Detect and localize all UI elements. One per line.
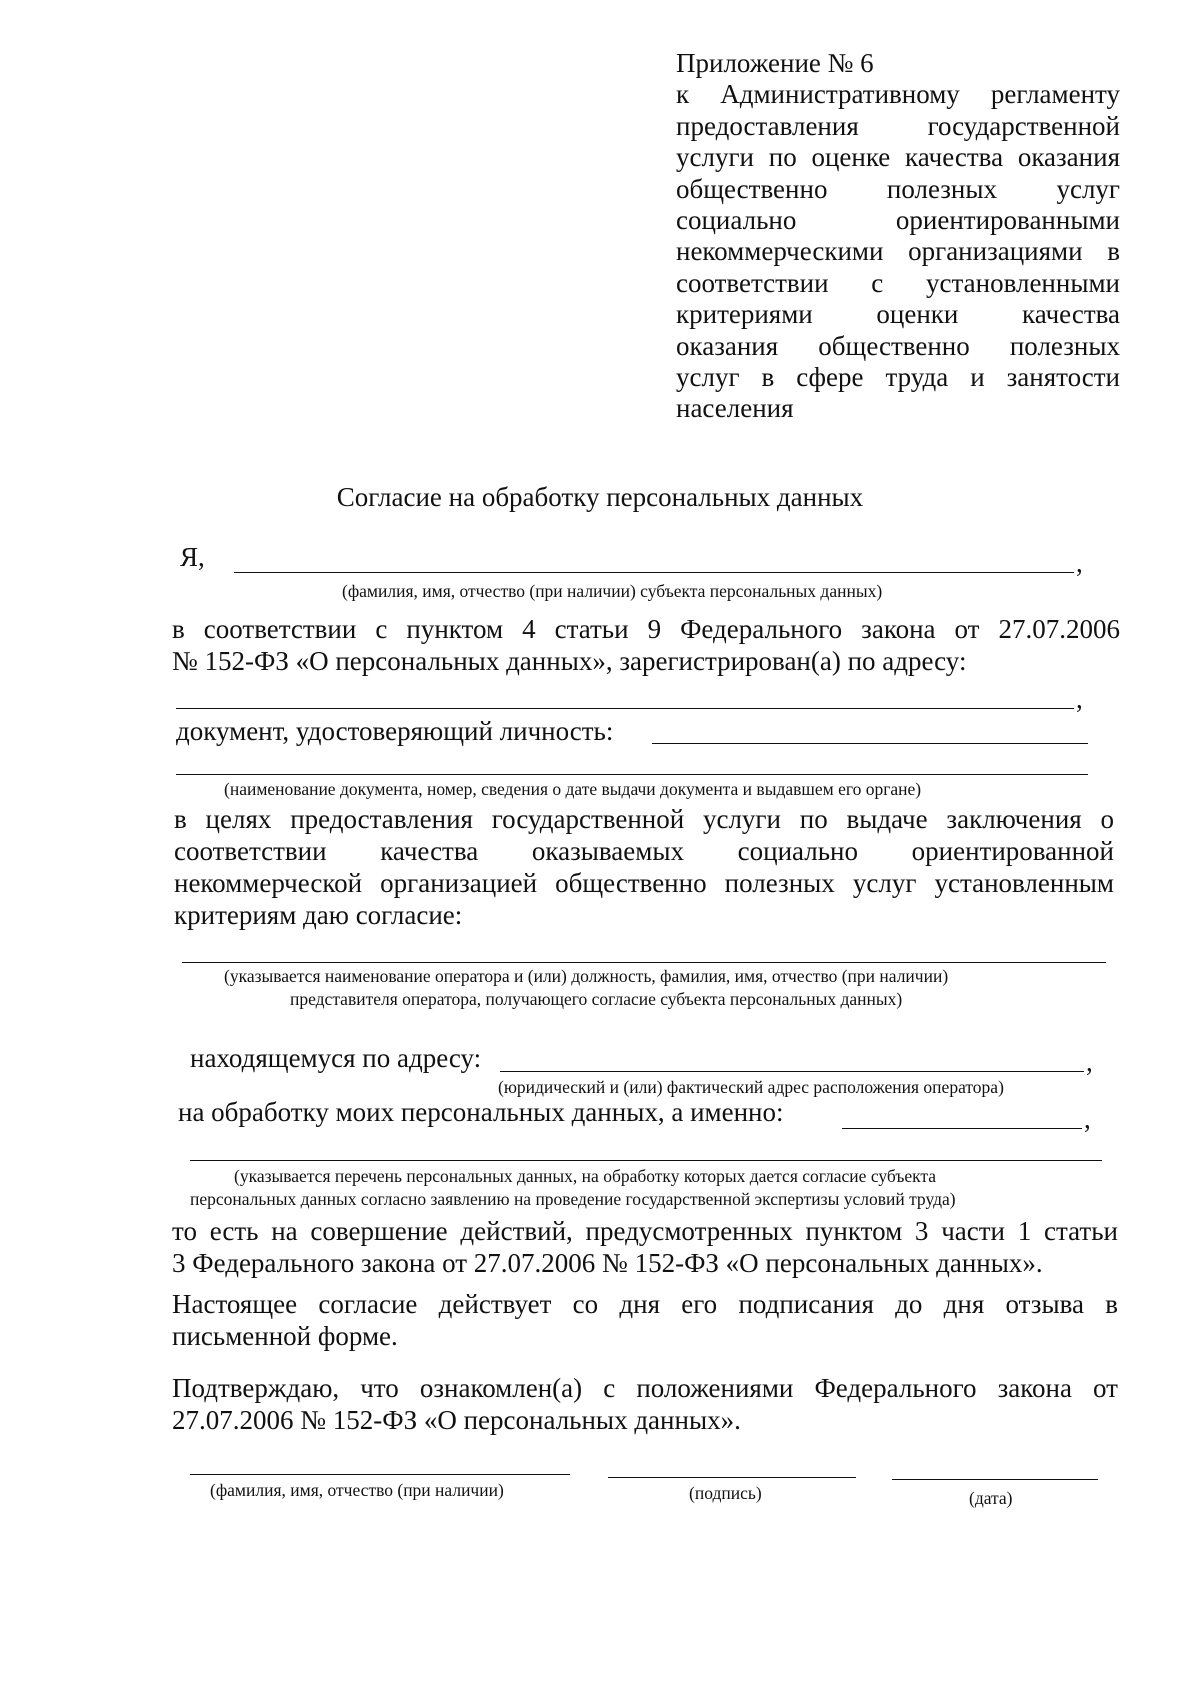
identity-document-caption: (наименование документа, номер, сведения о дате выдачи документа и выдавшем его органе) [224, 779, 922, 799]
legal-basis-line: № 152-ФЗ «О персональных данных», зарегистрирован(а) по адресу: [172, 646, 967, 676]
operator-address-label: находящемуся по адресу: [190, 1043, 482, 1073]
appendix-line: критериями оценки качества [676, 299, 1120, 330]
legal-basis-line: в соответствии с пунктом 4 статьи 9 Федерального закона от 27.07.2006 [172, 614, 1120, 644]
validity-paragraph [172, 1288, 1118, 1352]
date-field[interactable] [892, 1479, 1098, 1480]
data-scope-field[interactable] [842, 1128, 1082, 1129]
data-scope-suffix: , [1084, 1104, 1091, 1134]
operator-caption-line: (указывается наименование оператора и (или) должность, фамилия, имя, отчество (при наличии) [224, 966, 949, 986]
address-suffix: , [1076, 684, 1083, 714]
data-scope-field-2[interactable] [190, 1160, 1102, 1161]
operator-field[interactable] [182, 962, 1106, 963]
appendix-line: предоставления государственной [676, 110, 1120, 141]
appendix-line: к Административному регламенту [676, 79, 1120, 110]
appendix-line: социально ориентированными [676, 204, 1120, 235]
purpose-line: в целях предоставления государственной услуги по выдаче заключения о [174, 804, 1114, 834]
actions-line: 3 Федерального закона от 27.07.2006 № 152-ФЗ «О персональных данных». [172, 1248, 1043, 1278]
acknowledgement-paragraph [172, 1372, 1118, 1436]
subject-caption: (фамилия, имя, отчество (при наличии) субъекта персональных данных) [342, 581, 883, 601]
validity-line: письменной форме. [172, 1321, 398, 1351]
subject-suffix: , [1076, 548, 1083, 578]
actions-paragraph [172, 1215, 1118, 1279]
acknowledgement-line: 27.07.2006 № 152-ФЗ «О персональных данных». [172, 1405, 741, 1435]
operator-caption-line: представителя оператора, получающего согласие субъекта персональных данных) [290, 989, 903, 1009]
signature-field[interactable] [608, 1477, 856, 1478]
signature-name-field[interactable] [190, 1474, 570, 1475]
data-scope-caption-line: персональных данных согласно заявлению на проведение государственной экспертизы условий труда) [190, 1189, 956, 1209]
appendix-line: соответствии с установленными [676, 267, 1120, 298]
data-scope-caption-line: (указывается перечень персональных данных, на обработку которых дается согласие субъекта [234, 1166, 937, 1186]
identity-document-field[interactable] [652, 743, 1088, 744]
appendix-header [676, 48, 1120, 425]
appendix-line: населения [676, 393, 794, 424]
purpose-paragraph [174, 803, 1114, 931]
date-caption: (дата) [969, 1488, 1013, 1508]
appendix-line: Приложение № 6 [676, 48, 874, 78]
appendix-line: услуги по оценке качества оказания [676, 142, 1120, 173]
signature-caption: (подпись) [689, 1483, 762, 1503]
identity-document-label: документ, удостоверяющий личность: [176, 716, 614, 746]
subject-name-field[interactable] [234, 572, 1074, 573]
appendix-line: оказания общественно полезных [676, 330, 1120, 361]
legal-basis-paragraph [172, 613, 1120, 677]
operator-address-field[interactable] [500, 1071, 1084, 1072]
appendix-line: некоммерческими организациями в [676, 236, 1120, 267]
signature-name-caption: (фамилия, имя, отчество (при наличии) [210, 1480, 504, 1500]
purpose-line: критериям даю согласие: [174, 900, 463, 930]
operator-address-caption: (юридический и (или) фактический адрес расположения оператора) [498, 1077, 1004, 1097]
operator-address-suffix: , [1086, 1047, 1093, 1077]
document-title: Согласие на обработку персональных данных [336, 482, 864, 512]
purpose-line: некоммерческой организацией общественно полезных услуг установленным [174, 868, 1114, 898]
validity-line: Настоящее согласие действует со дня его подписания до дня отзыва в [172, 1289, 1118, 1319]
appendix-line: услуг в сфере труда и занятости [676, 361, 1120, 392]
data-scope-label: на обработку моих персональных данных, а именно: [178, 1097, 784, 1127]
acknowledgement-line: Подтверждаю, что ознакомлен(а) с положениями Федерального закона от [172, 1373, 1118, 1403]
registered-address-field[interactable] [176, 708, 1074, 709]
appendix-line: общественно полезных услуг [676, 173, 1120, 204]
purpose-line: соответствии качества оказываемых социально ориентированной [174, 836, 1114, 866]
actions-line: то есть на совершение действий, предусмотренных пунктом 3 части 1 статьи [172, 1216, 1118, 1246]
subject-prefix: Я, [180, 542, 205, 572]
identity-document-field-2[interactable] [176, 774, 1088, 775]
